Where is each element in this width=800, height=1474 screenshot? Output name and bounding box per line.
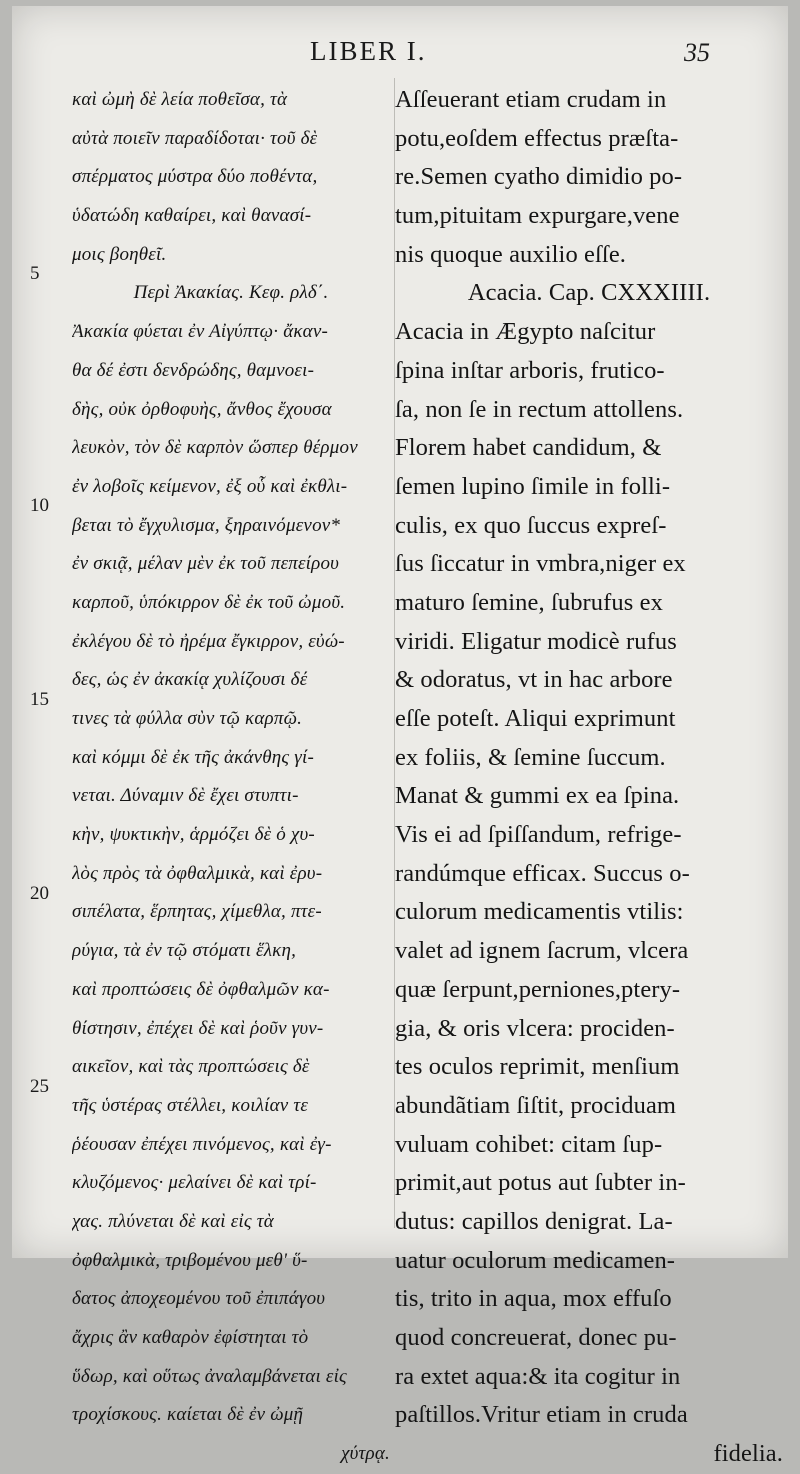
text-line: potu,eoſdem effectus præſta- — [395, 124, 679, 152]
text-line: culis, ex quo ſuccus expreſ- — [395, 511, 667, 539]
text-line: ῥέουσαν ἐπέχει πινόμενος, καὶ ἐγ- — [72, 1133, 332, 1155]
text-line: δες, ὡς ἐν ἀκακίᾳ χυλίζουσι δέ — [72, 669, 308, 691]
text-line: primit,aut potus aut ſubter in- — [395, 1169, 686, 1197]
text-line: ἐκλέγου δὲ τὸ ἠρέμα ἔγκιρρον, εὐώ- — [72, 630, 345, 652]
text-line: Florem habet candidum, & — [395, 434, 662, 462]
text-line: ra extet aqua:& ita cogitur in — [395, 1362, 681, 1390]
text-line: ὑδατώδη καθαίρει, καὶ θανασί- — [72, 205, 312, 227]
running-title: LIBER I. — [310, 36, 427, 66]
text-line: paſtillos.Vritur etiam in cruda — [395, 1401, 688, 1429]
text-line: ſemen lupino ſimile in folli- — [395, 472, 671, 500]
latin-text-column — [395, 81, 783, 1474]
text-line: λὸς πρὸς τὰ ὀφθαλμικὰ, καὶ ἐρυ- — [72, 862, 323, 884]
text-line: quæ ſerpunt,perniones,ptery- — [395, 975, 681, 1003]
text-line: καὶ προπτώσεις δὲ ὀφθαλμῶν κα- — [72, 978, 330, 1000]
text-line: Aſſeuerant etiam crudam in — [395, 86, 667, 113]
text-line: ἐν λοβοῖς κείμενον, ἐξ οὗ καὶ ἐκθλι- — [72, 475, 348, 497]
text-line: tum,pituitam expurgare,vene — [395, 202, 680, 230]
text-line: maturo ſemine, ſubrufus ex — [395, 588, 663, 616]
text-line: χύτρᾳ. — [341, 1443, 390, 1465]
text-line: Vis ei ad ſpiſſandum, refrige- — [395, 821, 682, 849]
text-line: Acacia in Ægypto naſcitur — [395, 318, 656, 346]
text-line: καὶ κόμμι δὲ ἐκ τῆς ἀκάνθης γί- — [72, 746, 314, 768]
greek-text-column — [72, 81, 390, 1474]
text-line: valet ad ignem ſacrum, vlcera — [395, 937, 689, 965]
text-line: μοις βοηθεῖ. — [72, 243, 167, 265]
text-line: θίστησιν, ἐπέχει δὲ καὶ ῥοῦν γυν- — [72, 1017, 324, 1039]
text-line: ex foliis, & ſemine ſuccum. — [395, 743, 666, 771]
text-line: κλυζόμενος· μελαίνει δὲ καὶ τρί- — [72, 1172, 317, 1194]
text-line: vuluam cohibet: citam ſup- — [395, 1130, 663, 1158]
text-line: eſſe poteſt. Aliqui exprimunt — [395, 705, 676, 732]
book-page — [12, 6, 788, 1468]
text-line: & odoratus, vt in hac arbore — [395, 666, 673, 694]
text-line: nis quoque auxilio eſſe. — [395, 240, 627, 268]
line-number: 25 — [30, 1076, 49, 1097]
text-line: ſpina inſtar arboris, frutico- — [395, 356, 665, 384]
text-line: ὕδωρ, καὶ οὕτως ἀναλαμβάνεται εἰς — [72, 1365, 347, 1387]
text-line: ἐν σκιᾷ, μέλαν μὲν ἐκ τοῦ πεπείρου — [72, 553, 340, 575]
text-line: καὶ ὠμὴ δὲ λεία ποθεῖσα, τὰ — [72, 89, 288, 110]
text-line: viridi. Eligatur modicè rufus — [395, 627, 677, 655]
text-line: Acacia. Cap. CXXXIIII. — [467, 279, 711, 307]
text-line: ἄχρις ἂν καθαρὸν ἐφίστηται τὸ — [72, 1327, 309, 1348]
page-number: 35 — [684, 38, 710, 67]
text-line: ρύγια, τὰ ἐν τῷ στόματι ἕλκη, — [72, 940, 297, 962]
text-line: νεται. Δύναμιν δὲ ἔχει στυπτι- — [72, 785, 299, 807]
text-line: αικεῖον, καὶ τὰς προπτώσεις δὲ — [72, 1056, 310, 1078]
text-line: re.Semen cyatho dimidio po- — [395, 163, 683, 191]
text-line: tes oculos reprimit, menſium — [395, 1053, 680, 1081]
text-line: Περὶ Ἀκακίας. Κεφ. ρλδ΄. — [133, 282, 329, 304]
text-line: culorum medicamentis vtilis: — [395, 898, 684, 926]
text-line: randúmque efficax. Succus o- — [395, 859, 690, 887]
text-line: fidelia. — [713, 1440, 783, 1468]
text-line: κὴν, ψυκτικὴν, ἁρμόζει δὲ ὁ χυ- — [72, 824, 315, 846]
text-line: quod concreuerat, donec pu- — [395, 1324, 677, 1351]
text-line: δατος ἀποχεομένου τοῦ ἐπιπάγου — [72, 1288, 326, 1310]
text-line: uatur oculorum medicamen- — [395, 1246, 676, 1274]
line-number: 5 — [30, 263, 40, 284]
text-line: τινες τὰ φύλλα σὺν τῷ καρπῷ. — [72, 708, 303, 729]
line-number: 15 — [30, 689, 49, 710]
text-line: abundãtiam ſiſtit, prociduam — [395, 1091, 677, 1119]
text-line: σιπέλατα, ἕρπητας, χίμεθλα, πτε- — [72, 901, 322, 923]
line-number: 10 — [30, 495, 49, 516]
text-line: δὴς, οὐκ ὀρθοφυὴς, ἄνθος ἔχουσα — [72, 398, 332, 420]
text-line: λευκὸν, τὸν δὲ καρπὸν ὥσπερ θέρμον — [72, 437, 358, 459]
text-line: dutus: capillos denigrat. La- — [395, 1207, 673, 1235]
text-line: gia, & oris vlcera: prociden- — [395, 1014, 675, 1042]
text-line: σπέρματος μύστρα δύο ποθέντα, — [72, 166, 318, 188]
text-line: Ἀκακία φύεται ἐν Αἰγύπτῳ· ἄκαν- — [72, 321, 329, 343]
text-line: tis, trito in aqua, mox effuſo — [395, 1285, 672, 1313]
text-line: χας. πλύνεται δὲ καὶ εἰς τὰ — [72, 1210, 274, 1232]
text-line: τῆς ὑστέρας στέλλει, κοιλίαν τε — [72, 1094, 309, 1116]
text-line: αὐτὰ ποιεῖν παραδίδοται· τοῦ δὲ — [72, 127, 318, 149]
running-header — [12, 36, 788, 76]
line-number: 20 — [30, 883, 49, 904]
text-line: τροχίσκους. καίεται δὲ ἐν ὠμῇ — [72, 1404, 304, 1426]
text-line: Manat & gummi ex ea ſpina. — [395, 782, 680, 810]
text-line: καρποῦ, ὑπόκιρρον δὲ ἐκ τοῦ ὠμοῦ. — [72, 591, 346, 613]
text-line: ὀφθαλμικὰ, τριβομένου μεθ' ὕ- — [72, 1249, 308, 1271]
text-line: ſus ſiccatur in vmbra,niger ex — [395, 550, 686, 578]
text-line: ſa, non ſe in rectum attollens. — [395, 395, 684, 423]
text-line: θα δέ ἐστι δενδρώδης, θαμνοει- — [72, 359, 315, 381]
text-line: βεται τὸ ἔγχυλισμα, ξηραινόμενον* — [72, 514, 341, 536]
